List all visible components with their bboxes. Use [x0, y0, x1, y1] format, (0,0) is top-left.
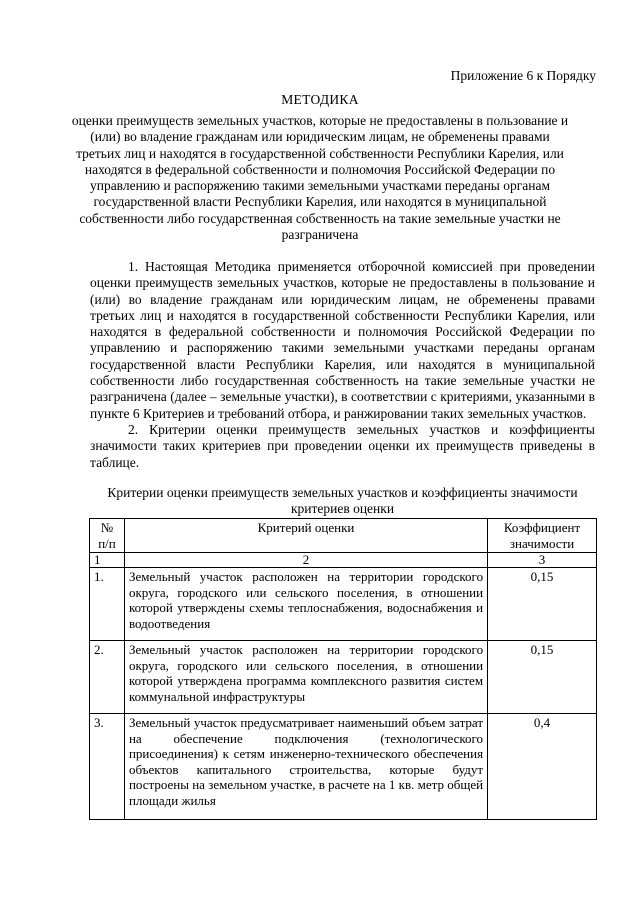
row-criterion: Земельный участок расположен на территории городского округа, городского или сельского поселения, в отношении которой утверждены схемы теплоснабжения, водоснабжения и водоотведения	[124, 568, 487, 641]
body-text	[90, 259, 595, 471]
header-criterion: Критерий оценки	[124, 519, 487, 553]
document-subtitle: оценки преимуществ земельных участков, которые не предоставлены в пользование и (или) во владение гражданам или юридическим лицам, не обременены правами третьих лиц и находятся в государственной собственности Республики Карелия, или находятся в федеральной собственности и полномочия Российской Федерации по управлению и распоряжению такими земельными участками переданы органам государственной власти Республики Карелия, или находятся в муниципальной собственности либо государственная собственность на такие земельные участки не разграничена	[71, 113, 569, 243]
index-num: 1	[90, 553, 125, 568]
row-criterion: Земельный участок предусматривает наименьший объем затрат на обеспечение подключения (технологического присоединения) к сетям инженерно-технического обеспечения объектов капитального строительства, которые будут построены на земельном участке, в расчете на 1 кв. метр общей площади жилья	[124, 714, 487, 820]
document-title: МЕТОДИКА	[281, 92, 359, 107]
table-index-row	[90, 553, 597, 568]
table-row	[90, 714, 597, 820]
index-coef: 3	[488, 553, 597, 568]
row-coef: 0,15	[488, 641, 597, 714]
table-header-row	[90, 519, 597, 553]
appendix-label: Приложение 6 к Порядку	[450, 68, 596, 83]
header-num: № п/п	[90, 519, 125, 553]
row-num: 3.	[90, 714, 125, 820]
table-row	[90, 641, 597, 714]
paragraph-2: 2. Критерии оценки преимуществ земельных участков и коэффициенты значимости таких критериев при проведении оценки их преимуществ приведены в таблице.	[90, 421, 595, 470]
row-num: 1.	[90, 568, 125, 641]
row-num: 2.	[90, 641, 125, 714]
table-row	[90, 568, 597, 641]
row-coef: 0,4	[488, 714, 597, 820]
index-criterion: 2	[124, 553, 487, 568]
header-coef: Коэффициент значимости	[488, 519, 597, 553]
row-criterion: Земельный участок расположен на территории городского округа, городского или сельского поселения, в отношении которой утверждена программа комплексного развития систем коммунальной инфраструктуры	[124, 641, 487, 714]
row-coef: 0,15	[488, 568, 597, 641]
criteria-table	[89, 518, 597, 820]
paragraph-1: 1. Настоящая Методика применяется отборочной комиссией при проведении оценки преимуществ земельных участков, которые не предоставлены в пользование и (или) во владение гражданам или юридическим лицам, не обременены правами третьих лиц и находятся в государственной собственности Республики Карелия, или находятся в федеральной собственности и полномочия Российской Федерации по управлению и распоряжению такими земельными участками переданы органам государственной власти Республики Карелия, или находятся в муниципальной собственности либо государственная собственность на такие земельные участки не разграничена (далее – земельные участки), в соответствии с критериями, указанными в пункте 6 Критериев и требований отбора, и ранжировании таких земельных участков.	[90, 259, 595, 421]
table-caption: Критерии оценки преимуществ земельных участков и коэффициенты значимости критериев оценки	[107, 485, 578, 516]
